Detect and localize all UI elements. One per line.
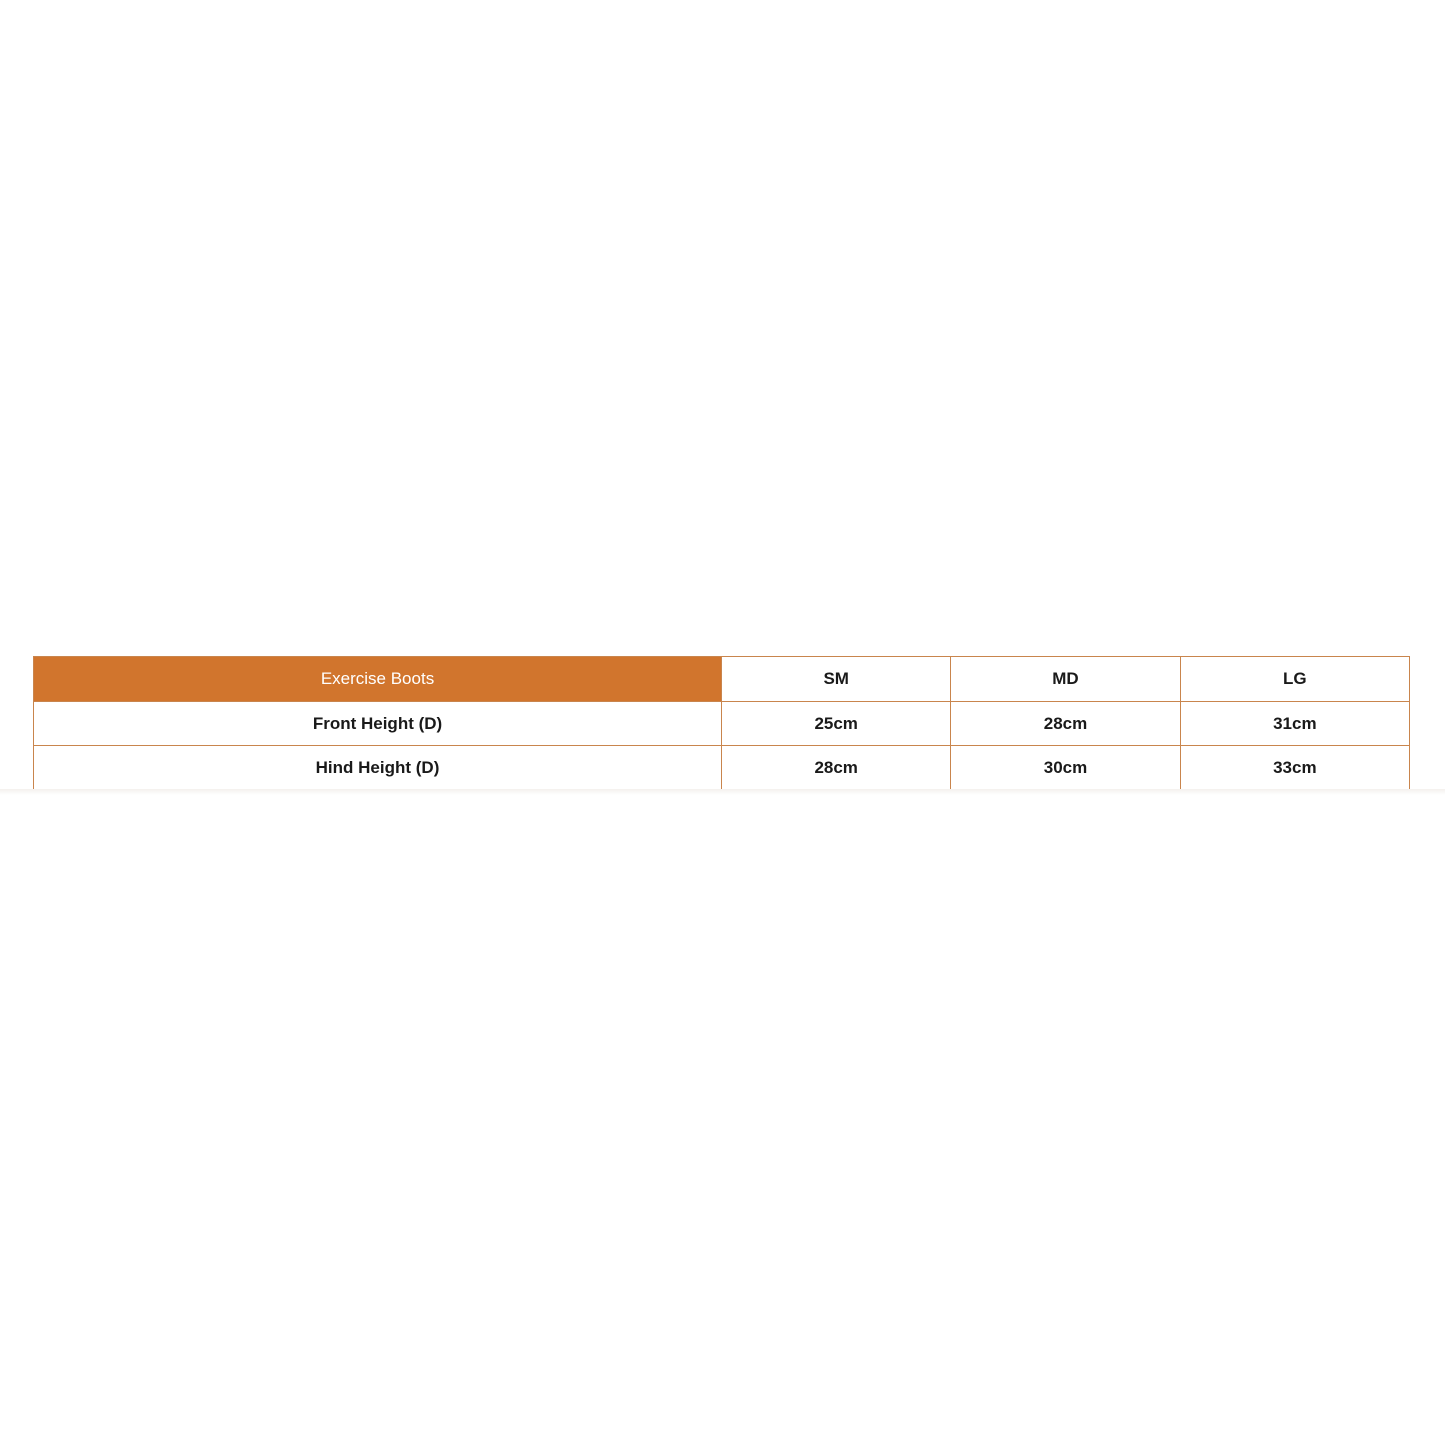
- table-cell-hind-lg: 33cm: [1180, 746, 1409, 791]
- table-cell-front-sm: 25cm: [722, 702, 951, 746]
- table-title-cell: Exercise Boots: [34, 657, 722, 702]
- row-label-front-height: Front Height (D): [34, 702, 722, 746]
- row-label-hind-height: Hind Height (D): [34, 746, 722, 791]
- table-cell-hind-sm: 28cm: [722, 746, 951, 791]
- table-cell-hind-md: 30cm: [951, 746, 1180, 791]
- table-row: [34, 702, 1410, 746]
- column-header-lg: LG: [1180, 657, 1409, 702]
- table-cell-front-md: 28cm: [951, 702, 1180, 746]
- table-cell-front-lg: 31cm: [1180, 702, 1409, 746]
- table-row: [34, 746, 1410, 791]
- column-header-md: MD: [951, 657, 1180, 702]
- table-header-row: [34, 657, 1410, 702]
- size-chart-table: [33, 656, 1410, 791]
- column-header-sm: SM: [722, 657, 951, 702]
